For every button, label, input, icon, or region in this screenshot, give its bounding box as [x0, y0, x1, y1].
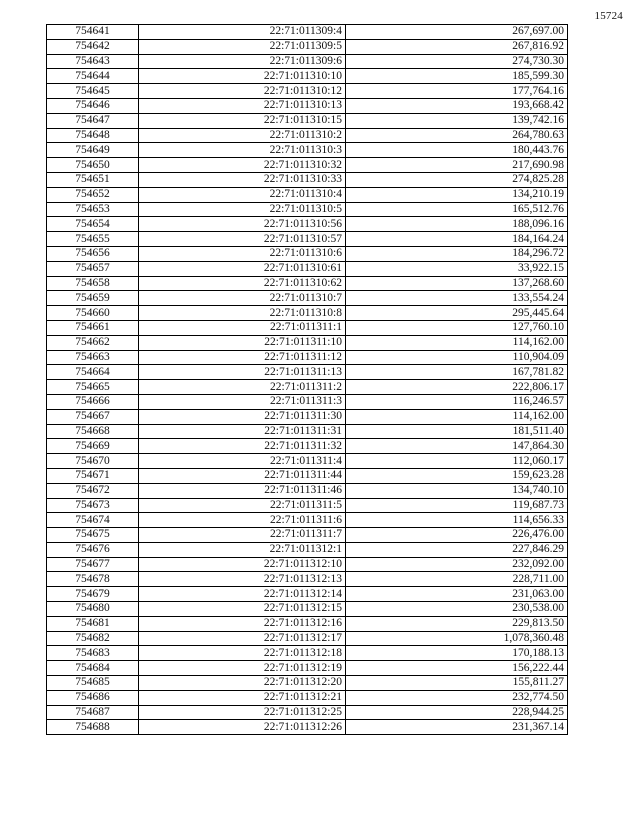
record-id-cell: 754642	[47, 39, 139, 54]
table-row	[47, 158, 568, 173]
record-id-cell: 754662	[47, 335, 139, 350]
record-id-cell: 754683	[47, 646, 139, 661]
cadastral-number-cell: 22:71:011311:7	[139, 528, 346, 543]
table-row	[47, 291, 568, 306]
table-row	[47, 84, 568, 99]
table-row	[47, 661, 568, 676]
amount-cell: 267,697.00	[346, 25, 568, 40]
table-row	[47, 528, 568, 543]
cadastral-number-cell: 22:71:011312:18	[139, 646, 346, 661]
record-id-cell: 754654	[47, 217, 139, 232]
cadastral-number-cell: 22:71:011311:44	[139, 468, 346, 483]
record-id-cell: 754661	[47, 320, 139, 335]
table-row	[47, 69, 568, 84]
amount-cell: 110,904.09	[346, 350, 568, 365]
table-row	[47, 39, 568, 54]
amount-cell: 184,164.24	[346, 232, 568, 247]
table-row	[47, 202, 568, 217]
record-id-cell: 754652	[47, 187, 139, 202]
cadastral-number-cell: 22:71:011311:32	[139, 439, 346, 454]
table-row	[47, 25, 568, 40]
amount-cell: 230,538.00	[346, 602, 568, 617]
table-row	[47, 128, 568, 143]
table-row	[47, 587, 568, 602]
cadastral-number-cell: 22:71:011311:10	[139, 335, 346, 350]
record-id-cell: 754646	[47, 98, 139, 113]
cadastral-number-cell: 22:71:011311:2	[139, 380, 346, 395]
record-id-cell: 754643	[47, 54, 139, 69]
record-id-cell: 754679	[47, 587, 139, 602]
cadastral-number-cell: 22:71:011310:12	[139, 84, 346, 99]
amount-cell: 165,512.76	[346, 202, 568, 217]
parcel-table	[46, 24, 568, 735]
amount-cell: 188,096.16	[346, 217, 568, 232]
table-row	[47, 646, 568, 661]
cadastral-number-cell: 22:71:011310:61	[139, 261, 346, 276]
cadastral-number-cell: 22:71:011312:17	[139, 631, 346, 646]
record-id-cell: 754659	[47, 291, 139, 306]
table-row	[47, 676, 568, 691]
record-id-cell: 754677	[47, 557, 139, 572]
record-id-cell: 754653	[47, 202, 139, 217]
cadastral-number-cell: 22:71:011310:56	[139, 217, 346, 232]
amount-cell: 193,668.42	[346, 98, 568, 113]
table-row	[47, 261, 568, 276]
record-id-cell: 754663	[47, 350, 139, 365]
cadastral-number-cell: 22:71:011310:7	[139, 291, 346, 306]
cadastral-number-cell: 22:71:011310:62	[139, 276, 346, 291]
record-id-cell: 754668	[47, 424, 139, 439]
record-id-cell: 754641	[47, 25, 139, 40]
table-row	[47, 513, 568, 528]
table-row	[47, 320, 568, 335]
record-id-cell: 754669	[47, 439, 139, 454]
amount-cell: 232,774.50	[346, 690, 568, 705]
record-id-cell: 754660	[47, 306, 139, 321]
record-id-cell: 754665	[47, 380, 139, 395]
amount-cell: 139,742.16	[346, 113, 568, 128]
record-id-cell: 754678	[47, 572, 139, 587]
table-row	[47, 705, 568, 720]
table-row	[47, 276, 568, 291]
cadastral-number-cell: 22:71:011311:6	[139, 513, 346, 528]
amount-cell: 155,811.27	[346, 676, 568, 691]
table-row	[47, 98, 568, 113]
cadastral-number-cell: 22:71:011311:4	[139, 454, 346, 469]
amount-cell: 274,825.28	[346, 172, 568, 187]
table-row	[47, 468, 568, 483]
record-id-cell: 754675	[47, 528, 139, 543]
table-row	[47, 380, 568, 395]
amount-cell: 33,922.15	[346, 261, 568, 276]
amount-cell: 267,816.92	[346, 39, 568, 54]
record-id-cell: 754644	[47, 69, 139, 84]
record-id-cell: 754682	[47, 631, 139, 646]
amount-cell: 167,781.82	[346, 365, 568, 380]
amount-cell: 156,222.44	[346, 661, 568, 676]
amount-cell: 112,060.17	[346, 454, 568, 469]
amount-cell: 231,367.14	[346, 720, 568, 735]
cadastral-number-cell: 22:71:011309:4	[139, 25, 346, 40]
amount-cell: 137,268.60	[346, 276, 568, 291]
amount-cell: 170,188.13	[346, 646, 568, 661]
cadastral-number-cell: 22:71:011310:8	[139, 306, 346, 321]
table-row	[47, 557, 568, 572]
cadastral-number-cell: 22:71:011310:33	[139, 172, 346, 187]
record-id-cell: 754686	[47, 690, 139, 705]
cadastral-number-cell: 22:71:011310:3	[139, 143, 346, 158]
cadastral-number-cell: 22:71:011310:4	[139, 187, 346, 202]
record-id-cell: 754681	[47, 616, 139, 631]
cadastral-number-cell: 22:71:011312:26	[139, 720, 346, 735]
table-row	[47, 113, 568, 128]
amount-cell: 184,296.72	[346, 246, 568, 261]
cadastral-number-cell: 22:71:011311:1	[139, 320, 346, 335]
amount-cell: 1,078,360.48	[346, 631, 568, 646]
amount-cell: 227,846.29	[346, 542, 568, 557]
cadastral-number-cell: 22:71:011311:13	[139, 365, 346, 380]
record-id-cell: 754670	[47, 454, 139, 469]
cadastral-number-cell: 22:71:011310:13	[139, 98, 346, 113]
table-row	[47, 454, 568, 469]
cadastral-number-cell: 22:71:011312:25	[139, 705, 346, 720]
amount-cell: 180,443.76	[346, 143, 568, 158]
cadastral-number-cell: 22:71:011309:6	[139, 54, 346, 69]
cadastral-number-cell: 22:71:011312:20	[139, 676, 346, 691]
parcel-table-body	[47, 25, 568, 735]
amount-cell: 159,623.28	[346, 468, 568, 483]
amount-cell: 177,764.16	[346, 84, 568, 99]
record-id-cell: 754658	[47, 276, 139, 291]
cadastral-number-cell: 22:71:011311:30	[139, 409, 346, 424]
table-row	[47, 720, 568, 735]
table-row	[47, 232, 568, 247]
table-row	[47, 365, 568, 380]
cadastral-number-cell: 22:71:011310:57	[139, 232, 346, 247]
amount-cell: 264,780.63	[346, 128, 568, 143]
amount-cell: 229,813.50	[346, 616, 568, 631]
table-row	[47, 54, 568, 69]
record-id-cell: 754656	[47, 246, 139, 261]
cadastral-number-cell: 22:71:011310:10	[139, 69, 346, 84]
record-id-cell: 754651	[47, 172, 139, 187]
record-id-cell: 754671	[47, 468, 139, 483]
cadastral-number-cell: 22:71:011312:21	[139, 690, 346, 705]
record-id-cell: 754672	[47, 483, 139, 498]
cadastral-number-cell: 22:71:011310:5	[139, 202, 346, 217]
cadastral-number-cell: 22:71:011311:5	[139, 498, 346, 513]
record-id-cell: 754649	[47, 143, 139, 158]
table-row	[47, 572, 568, 587]
record-id-cell: 754674	[47, 513, 139, 528]
cadastral-number-cell: 22:71:011312:14	[139, 587, 346, 602]
record-id-cell: 754680	[47, 602, 139, 617]
cadastral-number-cell: 22:71:011310:2	[139, 128, 346, 143]
amount-cell: 274,730.30	[346, 54, 568, 69]
cadastral-number-cell: 22:71:011312:1	[139, 542, 346, 557]
table-row	[47, 350, 568, 365]
record-id-cell: 754650	[47, 158, 139, 173]
amount-cell: 114,162.00	[346, 335, 568, 350]
cadastral-number-cell: 22:71:011311:3	[139, 394, 346, 409]
amount-cell: 228,944.25	[346, 705, 568, 720]
amount-cell: 147,864.30	[346, 439, 568, 454]
record-id-cell: 754647	[47, 113, 139, 128]
cadastral-number-cell: 22:71:011311:46	[139, 483, 346, 498]
cadastral-number-cell: 22:71:011310:6	[139, 246, 346, 261]
record-id-cell: 754655	[47, 232, 139, 247]
cadastral-number-cell: 22:71:011311:12	[139, 350, 346, 365]
table-row	[47, 439, 568, 454]
cadastral-number-cell: 22:71:011312:19	[139, 661, 346, 676]
record-id-cell: 754645	[47, 84, 139, 99]
amount-cell: 127,760.10	[346, 320, 568, 335]
cadastral-number-cell: 22:71:011312:10	[139, 557, 346, 572]
cadastral-number-cell: 22:71:011311:31	[139, 424, 346, 439]
amount-cell: 226,476.00	[346, 528, 568, 543]
amount-cell: 222,806.17	[346, 380, 568, 395]
table-row	[47, 542, 568, 557]
amount-cell: 181,511.40	[346, 424, 568, 439]
record-id-cell: 754688	[47, 720, 139, 735]
table-row	[47, 246, 568, 261]
table-row	[47, 631, 568, 646]
table-row	[47, 306, 568, 321]
table-row	[47, 394, 568, 409]
cadastral-number-cell: 22:71:011312:16	[139, 616, 346, 631]
table-row	[47, 187, 568, 202]
table-row	[47, 335, 568, 350]
table-row	[47, 602, 568, 617]
record-id-cell: 754685	[47, 676, 139, 691]
table-row	[47, 616, 568, 631]
cadastral-number-cell: 22:71:011310:15	[139, 113, 346, 128]
table-row	[47, 143, 568, 158]
amount-cell: 133,554.24	[346, 291, 568, 306]
record-id-cell: 754664	[47, 365, 139, 380]
page-number: 15724	[594, 10, 623, 22]
amount-cell: 119,687.73	[346, 498, 568, 513]
amount-cell: 228,711.00	[346, 572, 568, 587]
cadastral-number-cell: 22:71:011312:13	[139, 572, 346, 587]
amount-cell: 116,246.57	[346, 394, 568, 409]
record-id-cell: 754684	[47, 661, 139, 676]
cadastral-number-cell: 22:71:011312:15	[139, 602, 346, 617]
amount-cell: 134,210.19	[346, 187, 568, 202]
amount-cell: 295,445.64	[346, 306, 568, 321]
record-id-cell: 754666	[47, 394, 139, 409]
table-row	[47, 409, 568, 424]
table-row	[47, 424, 568, 439]
table-row	[47, 498, 568, 513]
amount-cell: 114,162.00	[346, 409, 568, 424]
amount-cell: 185,599.30	[346, 69, 568, 84]
record-id-cell: 754667	[47, 409, 139, 424]
record-id-cell: 754657	[47, 261, 139, 276]
table-row	[47, 172, 568, 187]
table-row	[47, 483, 568, 498]
record-id-cell: 754648	[47, 128, 139, 143]
record-id-cell: 754676	[47, 542, 139, 557]
amount-cell: 232,092.00	[346, 557, 568, 572]
table-row	[47, 690, 568, 705]
cadastral-number-cell: 22:71:011309:5	[139, 39, 346, 54]
table-row	[47, 217, 568, 232]
record-id-cell: 754673	[47, 498, 139, 513]
amount-cell: 114,656.33	[346, 513, 568, 528]
amount-cell: 217,690.98	[346, 158, 568, 173]
cadastral-number-cell: 22:71:011310:32	[139, 158, 346, 173]
amount-cell: 134,740.10	[346, 483, 568, 498]
record-id-cell: 754687	[47, 705, 139, 720]
amount-cell: 231,063.00	[346, 587, 568, 602]
